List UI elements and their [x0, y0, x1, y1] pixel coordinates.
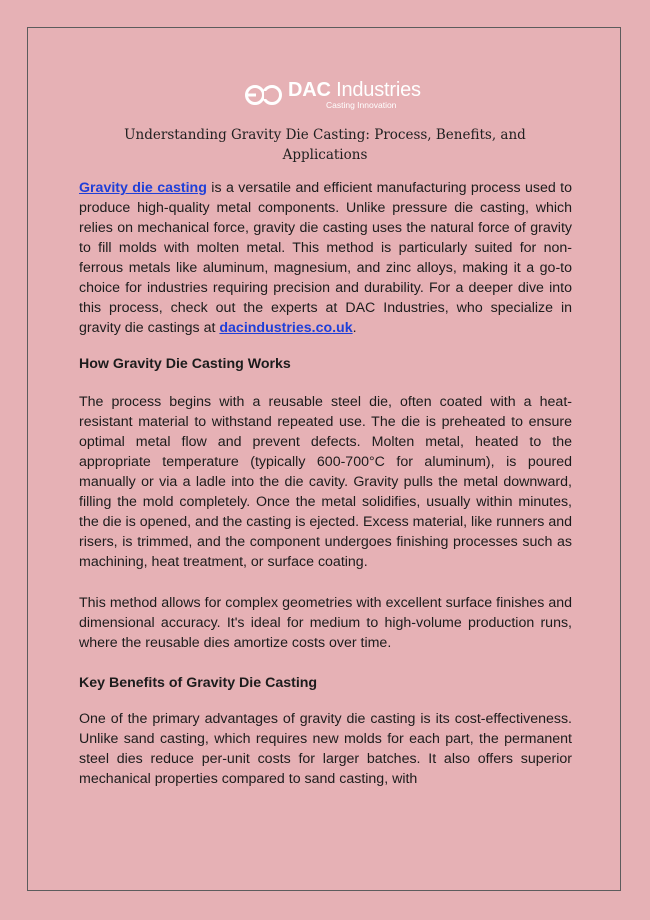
article-body — [79, 178, 572, 789]
logo-tagline: Casting Innovation — [326, 100, 397, 110]
logo-name: DAC Industries — [288, 79, 421, 101]
dac-logo-icon — [243, 83, 285, 107]
intro-paragraph: Gravity die casting is a versatile and efficient manufacturing process used to produce high-quality metal components. Unlike pressure die casting, which relies on mechanical force, gravity die casting uses the natural force of gravity to fill molds with molten metal. This method is particularly suited for non-ferrous metals like aluminum, magnesium, and zinc alloys, making it a go-to choice for industries requiring precision and durability. For a deeper dive into this process, check out the experts at DAC Industries, who specialize in gravity die castings at dacindustries.co.uk. — [79, 180, 572, 336]
gravity-die-casting-link[interactable]: Gravity die casting — [79, 180, 207, 196]
benefits-paragraph: One of the primary advantages of gravity die casting is its cost-effectiveness. Unlike sand casting, which requires new molds for each part, the permanent steel dies reduce per-unit costs for larger batches. It also offers superior mechanical properties compared to sand casting, with — [79, 711, 572, 787]
section-heading-key-benefits: Key Benefits of Gravity Die Casting — [79, 675, 318, 691]
geometry-paragraph: This method allows for complex geometries with excellent surface finishes and dimensional accuracy. It's ideal for medium to high-volume production runs, where the reusable dies amortize costs over time. — [79, 595, 572, 651]
process-paragraph: The process begins with a reusable steel die, often coated with a heat-resistant material to withstand repeated use. The die is preheated to ensure optimal metal flow and prevent defects. Molten metal, heated to the appropriate temperature (typically 600-700°C for aluminum), is poured manually or via a ladle into the die cavity. Gravity pulls the metal downward, filling the mold completely. Once the metal solidifies, usually within minutes, the die is opened, and the casting is ejected. Excess material, like runners and risers, is trimmed, and the component undergoes finishing processes such as machining, heat treatment, or surface coating. — [79, 394, 572, 570]
logo[interactable] — [243, 80, 421, 110]
dacindustries-link[interactable]: dacindustries.co.uk — [219, 320, 353, 336]
page-title: Understanding Gravity Die Casting: Process, Benefits, and Applications — [124, 127, 526, 163]
section-heading-how-it-works: How Gravity Die Casting Works — [79, 356, 291, 372]
